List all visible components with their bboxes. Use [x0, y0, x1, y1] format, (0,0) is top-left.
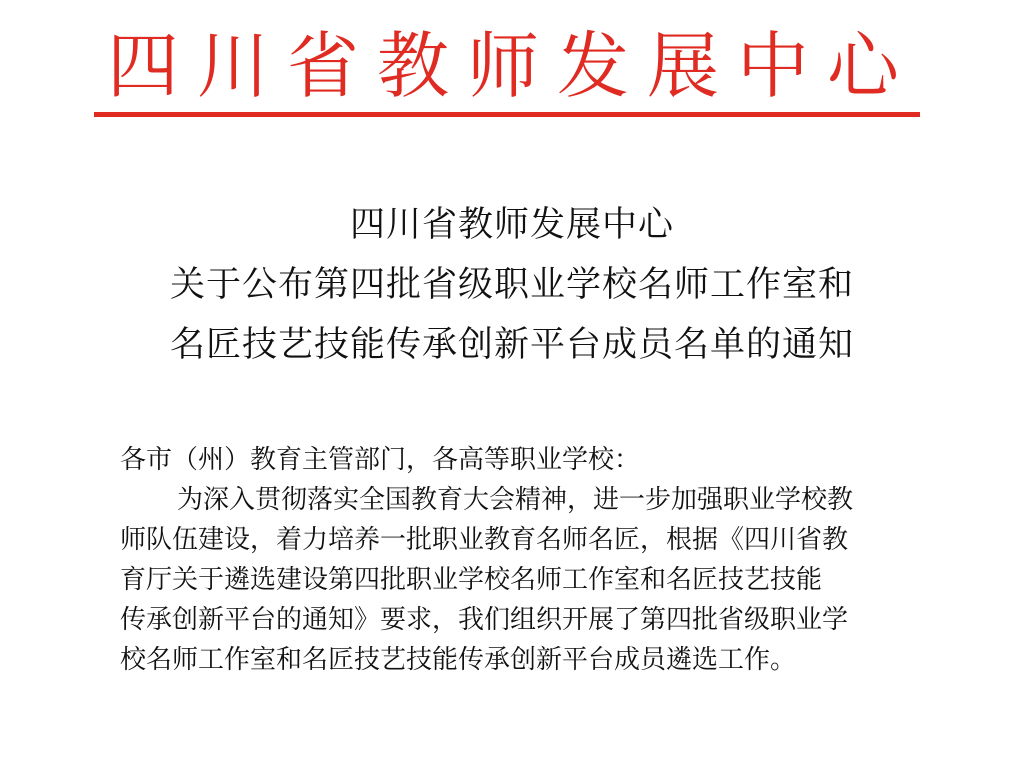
paragraph-line: 师队伍建设，着力培养一批职业教育名师名匠，根据《四川省教	[120, 525, 849, 555]
addressee-line: 各市（州）教育主管部门，各高等职业学校：	[120, 445, 641, 475]
paragraph-line: 为深入贯彻落实全国教育大会精神，进一步加强职业学校教	[177, 485, 854, 515]
paragraph-line: 传承创新平台的通知》要求，我们组织开展了第四批省级职业学	[120, 605, 849, 635]
notice-body	[120, 440, 920, 680]
paragraph-line: 育厅关于遴选建设第四批职业学校名师工作室和名匠技艺技能	[120, 565, 823, 595]
notice-title-line: 四川省教师发展中心	[349, 205, 674, 245]
letterhead-red-rule	[94, 112, 920, 117]
notice-title-line: 关于公布第四批省级职业学校名师工作室和	[169, 265, 854, 305]
letterhead-title: 四川省教师发展中心	[106, 24, 917, 108]
notice-title-line: 名匠技艺技能传承创新平台成员名单的通知	[169, 325, 854, 365]
notice-title	[0, 195, 1024, 375]
paragraph-line: 校名师工作室和名匠技艺技能传承创新平台成员遴选工作。	[120, 645, 797, 675]
